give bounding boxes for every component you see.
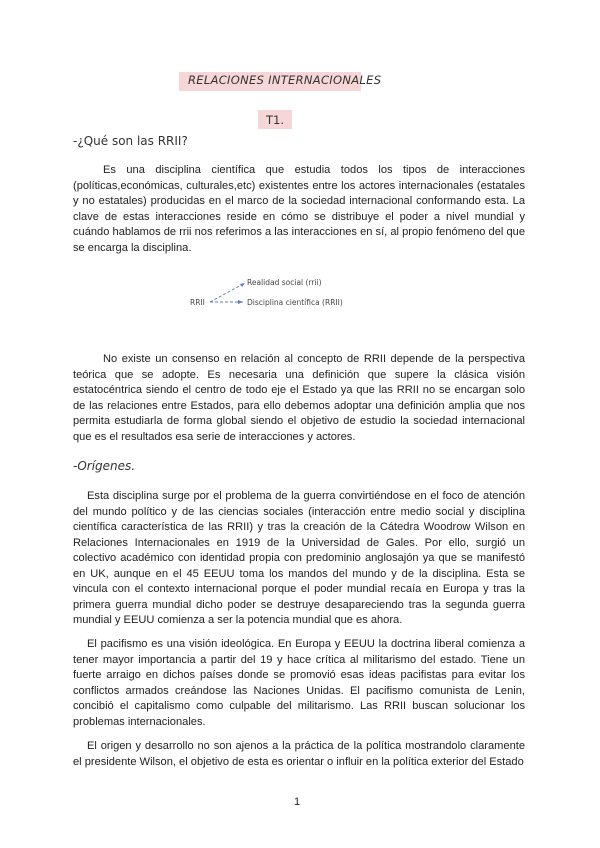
paragraph-wilson: El origen y desarrollo no son ajenos a la práctica de la política mostrandolo claramente el presidente Wilson, el objetivo de esta es orientar o influir en la política exterior del Estado <box>73 740 525 768</box>
paragraph-no-consensus: No existe un consenso en relación al concepto de RRII depende de la perspectiva teórica que se adopte. Es necesaria una definición que supere la clásica visión estatocéntrica siendo el centro de todo eje el Estado ya que las RRII no se encargan solo de las relaciones entre Estados, para ello debemos adoptar una definición amplia que nos permita estudiarla de forma global siendo el objetivo de estudio la sociedad internacional que es el resultados esa serie de interacciones y actores. <box>73 353 525 443</box>
document-title: RELACIONES INTERNACIONALES <box>188 73 382 87</box>
section-heading-origins: -Orígenes. <box>73 459 136 473</box>
arrow-to-social-reality <box>210 283 245 302</box>
arrowhead-bottom <box>238 300 243 304</box>
diagram-source-label: RRII <box>190 298 205 307</box>
paragraph-definition: Es una disciplina científica que estudia todos los tipos de interacciones (políticas,económicas, culturales,etc) existentes entre los actores internacionales (estatales y no estatales) producidas en el marco de la sociedad internacional conformando esta. La clave de estas interacciones reside en cómo se distribuye el poder a nivel mundial y cuándo hablamos de rrii nos referimos a las interacciones en sí, al propio fenómeno del que se encarga la disciplina. <box>73 164 525 254</box>
diagram-target-bottom-label: Disciplina científica (RRII) <box>247 298 343 307</box>
arrowhead-top <box>240 283 245 287</box>
diagram-target-top-label: Realidad social (rrii) <box>247 278 322 287</box>
topic-label: T1. <box>266 113 284 127</box>
section-heading-what-are-rrii: -¿Qué son las RRII? <box>73 134 188 148</box>
paragraph-pacifism: El pacifismo es una visión ideológica. En Europa y EEUU la doctrina liberal comienza a tener mayor importancia a partir del 19 y hace crítica al militarismo del estado. Tiene un fuerte arraigo en dichos países donde se promovió esas ideas pacifistas para evitar los conflictos armados creándose las Naciones Unidas. El pacifismo comunista de Lenin, concibió el capitalismo como culpable del militarismo. Las RRII buscan solucionar los problemas internacionales. <box>73 638 525 728</box>
concept-diagram <box>188 272 368 320</box>
page-number: 1 <box>294 796 301 808</box>
paragraph-origins: Esta disciplina surge por el problema de la guerra convirtiéndose en el foco de atención del mundo político y de las ciencias sociales (interacción entre medio social y disciplina científica característica de las RRII) y tras la creación de la Cátedra Woodrow Wilson en Relaciones Internacionales en 1919 de la Universidad de Gales. Por ello, surgió un colectivo académico con identidad propia con predominio anglosajón ya que se manifestó en UK, aunque en el 45 EEUU toma los mandos del mundo y de la disciplina. Esta se vincula con el contexto internacional porque el poder mundial recaía en Europa y tras la primera guerra mundial dicho poder se destruye desapareciendo tras la segunda guerra mundial y EEUU comienza a ser la potencia mundial que es ahora. <box>73 490 525 626</box>
